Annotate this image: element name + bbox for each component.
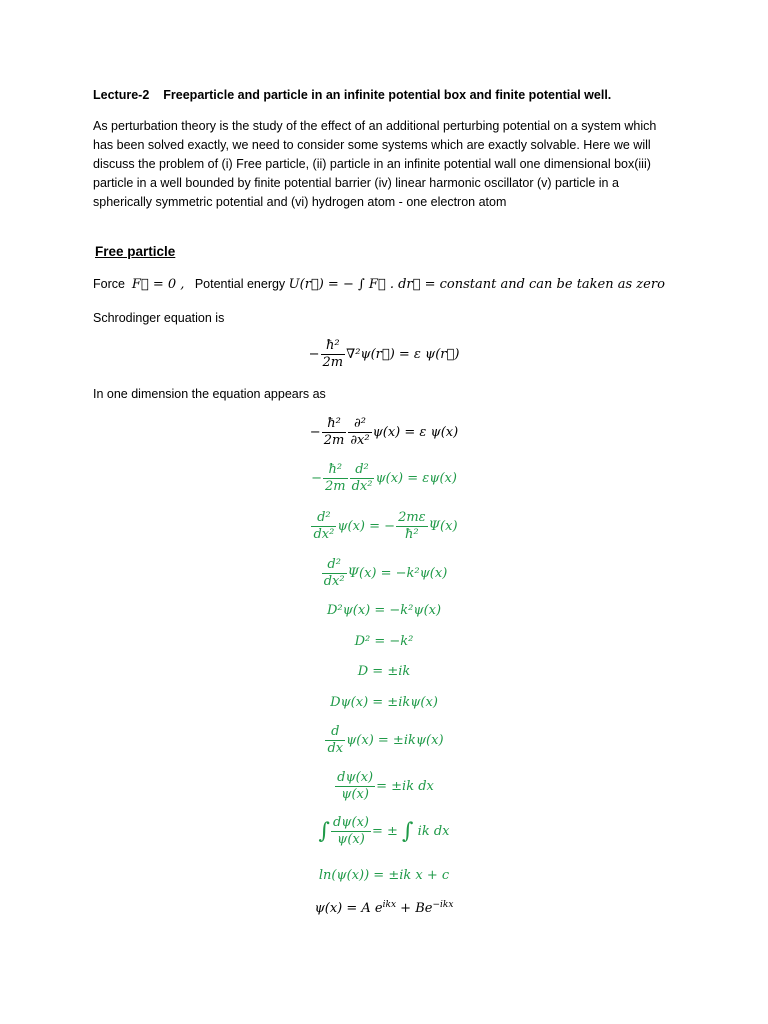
eq11-rhs: = ±ik dx — [376, 779, 434, 794]
potential-label: Potential energy — [194, 277, 286, 291]
equation-2: − $\frac{\text{ħ²}}{2m}$ $\frac{\text{∂²}}{\text{∂x²}}$ ψ(x) = ε ψ(x) — [309, 416, 459, 448]
eq14-part-a: ψ(x) = A e — [314, 901, 383, 916]
equation-12 — [0, 815, 768, 848]
equation-5 — [0, 557, 768, 590]
eq3-den2: dx² — [351, 479, 373, 494]
eq3-num2: d² — [355, 462, 369, 477]
equation-6: D²ψ(x) = −k²ψ(x) — [326, 603, 442, 618]
eq1-rhs: ∇²ψ(r⃗) = ε ψ(r⃗) — [346, 347, 460, 362]
equation-4 — [0, 510, 768, 543]
eq11-den: ψ(x) — [335, 786, 375, 803]
eq2-num1: ħ² — [327, 416, 341, 431]
eq4-num2: 2mε — [398, 510, 426, 525]
lecture-number: Lecture-2 — [93, 88, 150, 102]
lecture-heading — [93, 88, 611, 102]
eq4-den2: ħ² — [396, 526, 428, 543]
equation-1: − $\frac{\text{ħ²}}{2m}$ ∇²ψ(r⃗) = ε ψ(r⃗) — [308, 338, 460, 370]
intro-paragraph: As perturbation theory is the study of the effect of an additional perturbing potential on a system which has been solved exactly, we need to consider some systems which are exactly solvable. Here we will discuss the problem of (i) Free particle, (ii) particle in an infinite potential wall one dimensional box(iii) particle in a well bounded by finite potential barrier (iv) linear harmonic oscillator (v) particle in a spherically symmetric potential and (vi) hydrogen atom - one electron atom — [93, 119, 657, 209]
eq12-den: ψ(x) — [331, 831, 371, 848]
potential-expression: U(r⃗) = − ∫ F⃗ . dr⃗ = constant and can be taken as zero — [288, 277, 665, 292]
equation-13: ln(ψ(x)) = ±ik x + c — [318, 868, 450, 883]
eq12-rhs: ik dx — [417, 824, 450, 839]
eq1-numerator: ħ² — [326, 338, 340, 353]
eq14-exponent-1: ikx — [382, 900, 397, 910]
eq3-num1: ħ² — [328, 462, 343, 477]
eq4-den1: dx² — [313, 527, 335, 542]
equation-3: − $\frac{\text{ħ²}}{2m}$ $\frac{\text{d²}}{\text{dx²}}$ ψ(x) = εψ(x) — [311, 462, 457, 494]
eq4-mid: ψ(x) = − — [337, 519, 396, 534]
integral-sign: ∫ — [318, 819, 330, 844]
eq2-rhs: ψ(x) = ε ψ(x) — [372, 425, 459, 440]
force-expression: F⃗ = 0 , — [131, 277, 185, 292]
eq14-part-b: + Be — [396, 901, 433, 916]
section-title-free-particle: Free particle — [95, 244, 176, 259]
eq4-rhs: Ψ(x) — [428, 519, 458, 534]
lecture-title: Freeparticle and particle in an infinite potential box and finite potential well. — [163, 88, 612, 102]
eq3-den1: 2m — [324, 479, 346, 494]
eq2-num2: ∂² — [353, 416, 366, 431]
eq10-den: dx — [327, 741, 344, 756]
eq3-rhs: ψ(x) = εψ(x) — [375, 471, 457, 486]
eq5-num: d² — [327, 557, 341, 572]
one-dim-label: In one dimension the equation appears as — [93, 387, 326, 401]
eq1-denominator: 2m — [322, 355, 344, 370]
schrodinger-label: Schrodinger equation is — [93, 311, 225, 325]
integral-sign: ∫ — [402, 819, 414, 844]
equation-10 — [0, 724, 768, 757]
equation-9: Dψ(x) = ±ikψ(x) — [330, 695, 438, 710]
equation-8: D = ±ik — [357, 664, 411, 679]
eq5-rhs: Ψ(x) = −k²ψ(x) — [347, 566, 448, 581]
eq4-num1: d² — [317, 510, 331, 525]
equation-7: D² = −k² — [354, 634, 414, 649]
eq2-den1: 2m — [323, 433, 345, 448]
eq14-exponent-2: −ikx — [432, 900, 454, 910]
eq11-num: dψ(x) — [337, 770, 374, 785]
eq12-mid: = ± — [371, 824, 398, 839]
eq10-num: d — [331, 724, 340, 739]
eq2-den2: ∂x² — [350, 433, 370, 448]
force-line — [93, 277, 665, 292]
equation-14 — [0, 900, 768, 916]
force-label: Force — [93, 277, 125, 291]
eq10-rhs: ψ(x) = ±ikψ(x) — [346, 733, 444, 748]
equation-11 — [0, 770, 768, 803]
eq12-num: dψ(x) — [332, 815, 369, 830]
eq5-den: dx² — [323, 574, 345, 589]
